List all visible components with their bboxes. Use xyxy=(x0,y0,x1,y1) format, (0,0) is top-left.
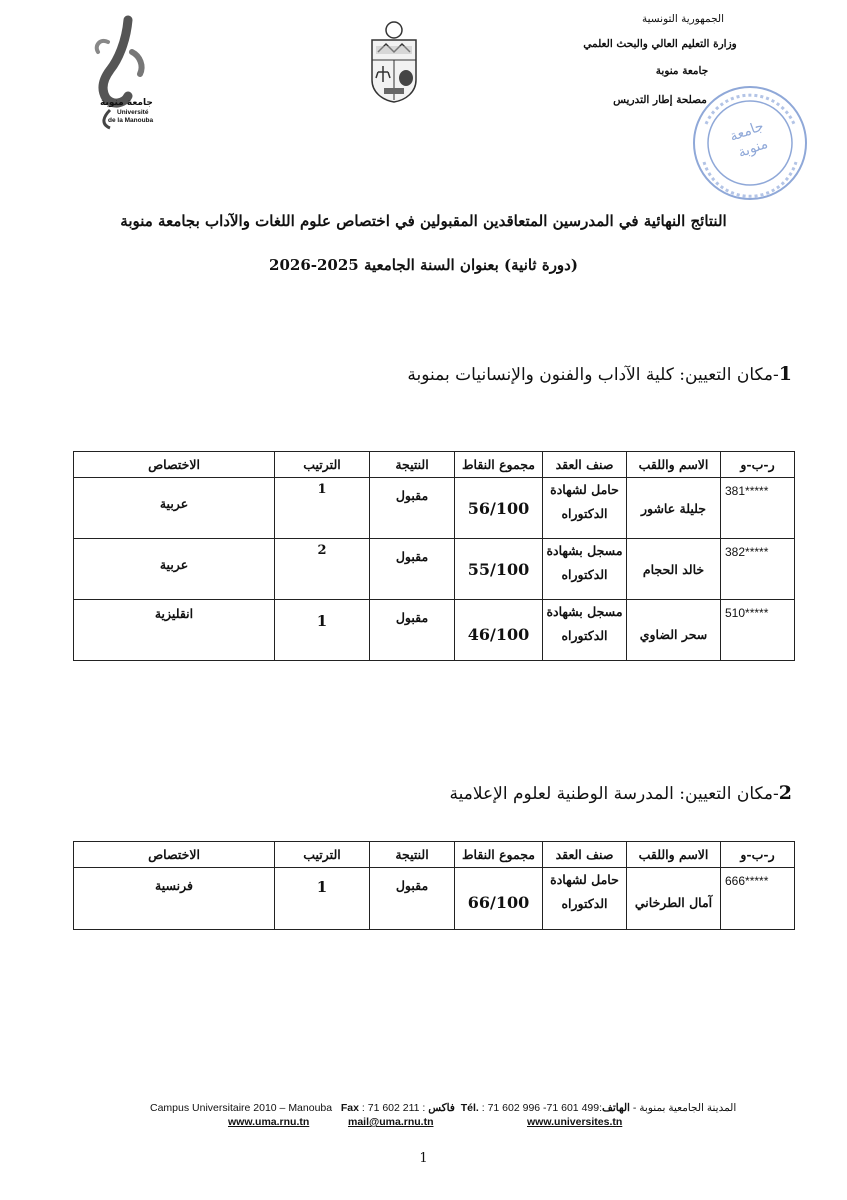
cell-rank: 1 xyxy=(275,478,370,539)
section-1-label: -مكان التعيين: كلية الآداب والفنون والإنسانيات بمنوبة xyxy=(407,365,779,385)
cell-rank: 1 xyxy=(275,600,370,661)
header-contract: صنف العقد xyxy=(543,452,627,478)
website-link[interactable]: www.uma.rnu.tn xyxy=(228,1116,310,1128)
document-title-line1: النتائج النهائية في المدرسين المتعاقدين المقبولين في اختصاص علوم اللغات والآداب بجامعة منوبة xyxy=(120,212,727,230)
tunisia-coat-of-arms xyxy=(366,20,422,104)
logo-text-fr-2: de la Manouba xyxy=(108,117,154,124)
cell-specialty: فرنسية xyxy=(74,868,275,930)
cell-id: 666***** xyxy=(721,868,795,930)
header-score: مجموع النقاط xyxy=(455,842,543,868)
contract-line2: الدكتوراه xyxy=(561,567,608,582)
stamp-text: جامعة منوبة xyxy=(727,118,771,162)
cell-result: مقبول xyxy=(370,600,455,661)
cell-name: سحر الضاوي xyxy=(627,600,721,661)
results-table-1 xyxy=(73,451,795,661)
footer-tel-label: Tél. xyxy=(460,1102,479,1114)
footer-address-ar: المدينة الجامعية بمنوبة - xyxy=(632,1102,737,1114)
header-ministry: وزارة التعليم العالي والبحث العلمي xyxy=(583,37,737,50)
footer-tel-ar: الهاتف xyxy=(602,1102,630,1114)
cell-id: 510***** xyxy=(721,600,795,661)
cell-result: مقبول xyxy=(370,539,455,600)
cell-score: 55/100 xyxy=(455,539,543,600)
cell-id: 381***** xyxy=(721,478,795,539)
table-row xyxy=(74,539,795,600)
page-number: 1 xyxy=(419,1151,428,1166)
table-row xyxy=(74,868,795,930)
results-table-2 xyxy=(73,841,795,930)
header-score: مجموع النقاط xyxy=(455,452,543,478)
footer-contact-line xyxy=(150,1102,736,1114)
email-link[interactable]: mail@uma.rnu.tn xyxy=(348,1116,434,1128)
cell-name: خالد الحجام xyxy=(627,539,721,600)
contract-line1: مسجل بشهادة xyxy=(546,543,623,558)
section-2-label: -مكان التعيين: المدرسة الوطنية لعلوم الإعلامية xyxy=(449,784,779,804)
section-2-number: 2 xyxy=(778,782,792,804)
contract-line2: الدكتوراه xyxy=(561,896,608,911)
table-header-row xyxy=(74,842,795,868)
contract-line2: الدكتوراه xyxy=(561,506,608,521)
footer-fax-label: Fax xyxy=(340,1102,359,1114)
contract-line1: حامل لشهادة xyxy=(550,872,619,887)
header-id: ر-ب-و xyxy=(721,842,795,868)
cell-rank: 2 xyxy=(275,539,370,600)
section-2-title xyxy=(449,782,792,804)
header-name: الاسم واللقب xyxy=(627,452,721,478)
contract-line1: حامل لشهادة xyxy=(550,482,619,497)
footer-fax-ar: فاكس xyxy=(428,1102,455,1114)
cell-result: مقبول xyxy=(370,868,455,930)
cell-specialty: عربية xyxy=(74,539,275,600)
cell-name: جليلة عاشور xyxy=(627,478,721,539)
cell-specialty: انقليزية xyxy=(74,600,275,661)
table-row xyxy=(74,478,795,539)
cell-score: 66/100 xyxy=(455,868,543,930)
cell-result: مقبول xyxy=(370,478,455,539)
coat-of-arms-icon xyxy=(366,20,422,104)
header-rank: الترتيب xyxy=(275,842,370,868)
table-row xyxy=(74,600,795,661)
cell-name: آمال الطرخاني xyxy=(627,868,721,930)
header-specialty: الاختصاص xyxy=(74,452,275,478)
cell-contract xyxy=(543,478,627,539)
header-rank: الترتيب xyxy=(275,452,370,478)
cell-contract xyxy=(543,539,627,600)
header-republic: الجمهورية التونسية xyxy=(642,13,724,25)
cell-id: 382***** xyxy=(721,539,795,600)
section-1-number: 1 xyxy=(778,363,792,385)
university-logo xyxy=(70,12,170,132)
official-stamp xyxy=(684,84,816,202)
contract-line2: الدكتوراه xyxy=(561,628,608,643)
footer-tel-value: : 71 602 996 -71 601 499: xyxy=(481,1102,603,1114)
header-contract: صنف العقد xyxy=(543,842,627,868)
cell-contract xyxy=(543,868,627,930)
section-1-title xyxy=(407,363,792,385)
logo-text-ar: جامعة منوبة xyxy=(100,98,153,108)
header-result: النتيجة xyxy=(370,842,455,868)
header-id: ر-ب-و xyxy=(721,452,795,478)
footer-fax-value: : 71 602 211 : xyxy=(361,1102,426,1114)
cell-score: 56/100 xyxy=(455,478,543,539)
cell-score: 46/100 xyxy=(455,600,543,661)
header-specialty: الاختصاص xyxy=(74,842,275,868)
cell-rank: 1 xyxy=(275,868,370,930)
document-title-line2: (دورة ثانية) بعنوان السنة الجامعية 2025-2026 xyxy=(269,256,578,274)
header-department: مصلحة إطار التدريس xyxy=(613,93,707,106)
header-name: الاسم واللقب xyxy=(627,842,721,868)
header-university: جامعة منوبة xyxy=(655,65,709,77)
cell-contract xyxy=(543,600,627,661)
table-header-row xyxy=(74,452,795,478)
cell-specialty: عربية xyxy=(74,478,275,539)
header-result: النتيجة xyxy=(370,452,455,478)
contract-line1: مسجل بشهادة xyxy=(546,604,623,619)
footer-address-fr: Campus Universitaire 2010 – Manouba xyxy=(150,1102,333,1114)
logo-text-fr-1: Université xyxy=(117,109,149,116)
universites-link[interactable]: www.universites.tn xyxy=(527,1116,623,1128)
